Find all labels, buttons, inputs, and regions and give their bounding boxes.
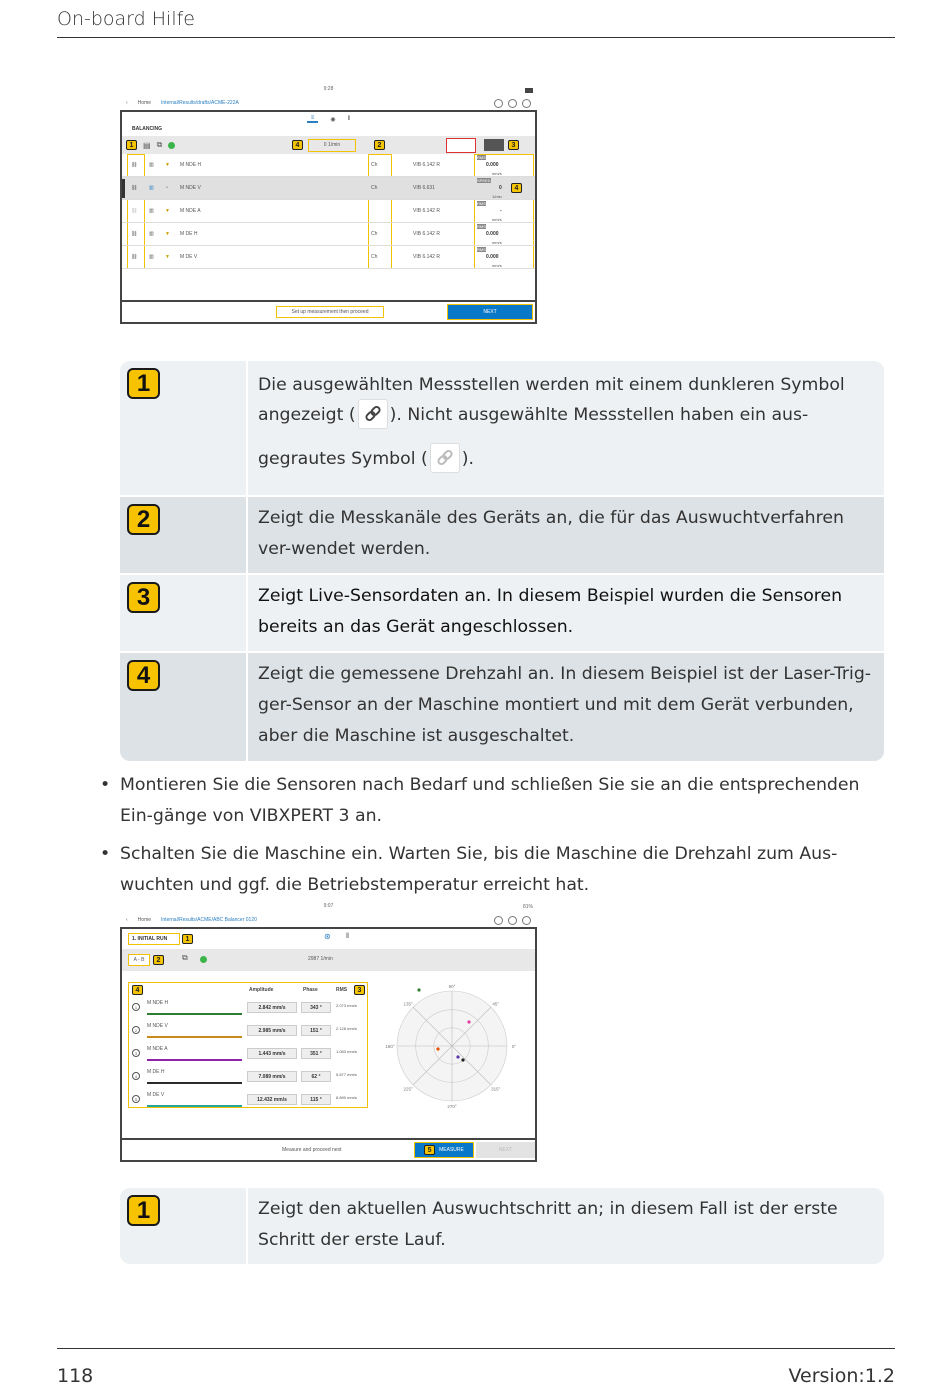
callout-3: 3 <box>354 985 365 995</box>
sensor-icon: ▥ <box>149 254 154 260</box>
tab-settings-icon[interactable]: ⦀ <box>346 933 350 940</box>
header-title: On-board Hilfe <box>57 8 195 30</box>
ok-icon <box>200 956 207 963</box>
sensor-icon: ▥ <box>149 185 154 191</box>
machine-icon[interactable] <box>446 138 476 153</box>
series-line <box>147 1013 242 1015</box>
sensor-plug-icon <box>484 139 504 151</box>
polar-point <box>417 988 420 991</box>
section-title: BALANCING <box>132 126 162 132</box>
table-row[interactable]: 3 M NDE A 1.443 mm/s 351 ° 1.083 mm/s <box>129 1043 365 1065</box>
next-button[interactable]: NEXT <box>447 304 533 320</box>
callout-1: 1 <box>182 934 193 944</box>
tab-list-icon[interactable]: ≡ <box>307 115 319 123</box>
link-icon[interactable]: ⛓ <box>131 254 138 260</box>
battery-level: 81% <box>522 904 533 910</box>
series-line <box>147 1059 242 1061</box>
page-number: 118 <box>57 1365 94 1384</box>
breadcrumb-path[interactable]: Internal/Results/ACME/ABC Balancer 0120 <box>161 917 257 923</box>
polar-tick-label: 270° <box>447 1104 457 1109</box>
status-time: 9:28 <box>323 86 334 92</box>
tab-eye-icon[interactable]: ◉ <box>330 116 336 123</box>
instruction-list <box>98 770 888 908</box>
polar-point <box>436 1047 439 1050</box>
hint-text: Set up measurement then proceed <box>276 306 384 318</box>
table-row[interactable]: 4 M DE H 7.089 mm/s 62 ° 5.877 mm/s <box>129 1066 365 1088</box>
screenshot-initial-run <box>120 903 537 1164</box>
polar-tick-label: 315° <box>491 1086 501 1092</box>
action-bar <box>122 1138 535 1160</box>
link-icon[interactable]: ⛓ <box>131 185 138 191</box>
help-icon[interactable] <box>494 916 503 925</box>
app-frame <box>120 927 537 1162</box>
callout-number: 1 <box>127 368 160 399</box>
triangle-icon: ▼ <box>165 254 170 260</box>
camera-icon[interactable] <box>508 916 517 925</box>
sensor-number-icon: 5 <box>132 1095 140 1103</box>
callout-1: 1 <box>126 140 137 150</box>
action-bar <box>122 300 535 322</box>
triangle-icon: ▼ <box>165 208 170 214</box>
tab-polar-icon[interactable]: ⊛ <box>324 932 331 941</box>
speed-display: 2987 1/min <box>308 956 333 962</box>
run-step[interactable]: 1. INITIAL RUN <box>128 933 180 945</box>
page-footer <box>57 1348 895 1384</box>
toolbar <box>122 136 535 154</box>
polar-point <box>456 1055 459 1058</box>
camera-icon[interactable] <box>508 99 517 108</box>
polar-tick-label: 225° <box>403 1086 413 1092</box>
breadcrumb <box>120 913 537 927</box>
polar-point <box>467 1020 470 1023</box>
list-item[interactable]: ⛓ ▥ ▼ M DE V Ch VIB 6.142 R RMS 0.000 mm/s <box>122 246 535 269</box>
legend-table-2 <box>120 1188 884 1264</box>
hint-text: Measure and proceed next <box>282 1147 342 1153</box>
callout-5: 5 <box>424 1145 435 1155</box>
back-icon[interactable]: ‹ <box>126 100 128 106</box>
link-icon <box>358 399 388 429</box>
triangle-icon: ▼ <box>165 231 170 237</box>
table-row: 4 Zeigt die gemessene Drehzahl an. In diesem Beispiel ist der Laser-Trig-ger-Sensor an der Maschine montiert und mit dem Gerät verbunden, aber die Maschine ist ausgeschaltet. <box>120 653 884 761</box>
sensor-icon: ⧉ <box>182 953 188 962</box>
sensor-number-icon: 4 <box>132 1072 140 1080</box>
plane-bar <box>122 949 535 971</box>
table-row: 3 Zeigt Live-Sensordaten an. In diesem Beispiel wurden die Sensoren bereits an das Gerät angeschlossen. <box>120 575 884 653</box>
polar-tick-label: 90° <box>448 984 456 989</box>
sensor-number-icon: 3 <box>132 1049 140 1057</box>
callout-number: 4 <box>127 660 160 691</box>
tab-settings-icon[interactable]: ⦀ <box>347 115 351 122</box>
status-time: 9:07 <box>323 903 334 909</box>
sensor-icon: ▥ <box>149 208 154 214</box>
sensor-icon[interactable]: ⧉ <box>156 140 163 149</box>
callout-4: 4 <box>511 183 522 193</box>
plane-selector[interactable]: A - B <box>128 954 150 966</box>
callout-number: 2 <box>127 504 160 535</box>
callout-2: 2 <box>153 955 164 965</box>
measurement-list <box>122 154 535 269</box>
sensor-number-icon: 2 <box>132 1026 140 1034</box>
sensor-icon: ▥ <box>149 162 154 168</box>
table-row: 2 Zeigt die Messkanäle des Geräts an, die für das Auswuchtverfahren ver-wendet werden. <box>120 497 884 575</box>
callout-4: 4 <box>132 985 143 995</box>
battery-icon <box>525 88 533 93</box>
menu-icon[interactable] <box>522 916 531 925</box>
series-line <box>147 1105 242 1107</box>
breadcrumb-home[interactable]: Home <box>137 917 152 923</box>
polar-tick-label: 180° <box>385 1044 395 1049</box>
table-row: 1 Die ausgewählten Messstellen werden mit einem dunkleren Symbol angezeigt ( ). Nicht ausgewählte Messstellen haben ein aus- gegrautes Symbol ( ). <box>120 361 884 497</box>
breadcrumb-home[interactable]: Home <box>137 100 152 106</box>
list-icon[interactable]: ▤ <box>143 140 151 150</box>
sensor-number-icon: 1 <box>132 1003 140 1011</box>
measure-button[interactable]: 5 MEASURE <box>414 1142 474 1158</box>
screenshot-balancing-setup <box>120 86 537 346</box>
series-line <box>147 1036 242 1038</box>
list-item[interactable]: ⛓ ▥ ▼ M NDE H Ch VIB 6.142 R RMS 0.000 mm/s <box>122 154 535 177</box>
version: Version:1.2 <box>788 1365 895 1384</box>
results-table: 4 Amplitude Phase RMS 3 1 M NDE H 2.842 mm/s 343 ° 2.073 mm/s 2 M NDE V 2.985 mm/s 151 ° 2.128 mm/s 3 M NDE A 1.443 mm/s 351 ° 1.083 mm/s 4 M DE H 7.089 mm/s 62 ° 5.877 mm/s 5 M DE V 12.432 mm/s 115 ° 8.890 mm/s <box>128 982 368 1108</box>
back-icon[interactable]: ‹ <box>126 917 128 923</box>
callout-3: 3 <box>508 140 519 150</box>
list-item[interactable]: ⛓ ▥ ▼ M NDE A VIB 6.142 R RMS - mm/s <box>122 200 535 223</box>
callout-number: 1 <box>127 1195 160 1226</box>
list-item: • Montieren Sie die Sensoren nach Bedarf und schließen Sie sie an die entsprechenden Ein-gänge von VIBXPERT 3 an. <box>98 770 888 832</box>
callout-2: 2 <box>374 140 385 150</box>
breadcrumb-path[interactable]: Internal/Results/drafts/ACME-222A <box>161 100 239 106</box>
list-item[interactable]: ⛓ ▥ ▼ M DE H Ch VIB 6.142 R RMS 0.000 mm/s <box>122 223 535 246</box>
table-row: 1 Zeigt den aktuellen Auswuchtschritt an; in diesem Fall ist der erste Schritt der erste Lauf. <box>120 1188 884 1264</box>
link-icon[interactable]: ⛓ <box>131 231 138 237</box>
help-icon[interactable] <box>494 99 503 108</box>
polar-point <box>461 1058 464 1061</box>
tacho-icon: ◔ <box>165 185 169 191</box>
menu-icon[interactable] <box>522 99 531 108</box>
triangle-icon: ▼ <box>165 162 170 168</box>
callout-number: 3 <box>127 582 160 613</box>
list-item: • Schalten Sie die Maschine ein. Warten Sie, bis die Maschine die Drehzahl zum Aus-wuchten und ggf. die Betriebstemperatur erreicht hat. <box>98 839 888 901</box>
sensor-icon: ▥ <box>149 231 154 237</box>
polar-tick-label: 135° <box>403 1001 413 1007</box>
page-header <box>57 8 895 38</box>
polar-plot <box>377 981 527 1111</box>
list-item[interactable]: ⛓ ▥ ◔ M NDE V Ch VIB 6.631 SPEED 0 1/min 4 <box>122 177 535 200</box>
breadcrumb <box>120 96 537 110</box>
series-line <box>147 1082 242 1084</box>
next-button[interactable]: NEXT <box>476 1142 535 1158</box>
link-disabled-icon <box>430 443 460 473</box>
app-frame <box>120 110 537 324</box>
table-row[interactable]: 2 M NDE V 2.985 mm/s 151 ° 2.128 mm/s <box>129 1020 365 1042</box>
view-tabs <box>122 112 535 126</box>
table-row[interactable]: 1 M NDE H 2.842 mm/s 343 ° 2.073 mm/s <box>129 997 365 1019</box>
polar-tick-label: 0° <box>511 1044 517 1049</box>
table-row[interactable]: 5 M DE V 12.432 mm/s 115 ° 8.890 mm/s <box>129 1089 365 1111</box>
link-icon[interactable]: ⛓ <box>131 162 138 168</box>
legend-table-1 <box>120 361 884 761</box>
speed-display: 0 1/min <box>308 139 356 152</box>
run-bar <box>122 929 535 949</box>
ok-icon <box>168 142 175 149</box>
polar-tick-label: 45° <box>492 1001 500 1007</box>
link-icon[interactable]: ⛓ <box>131 208 138 214</box>
callout-4: 4 <box>292 140 303 150</box>
